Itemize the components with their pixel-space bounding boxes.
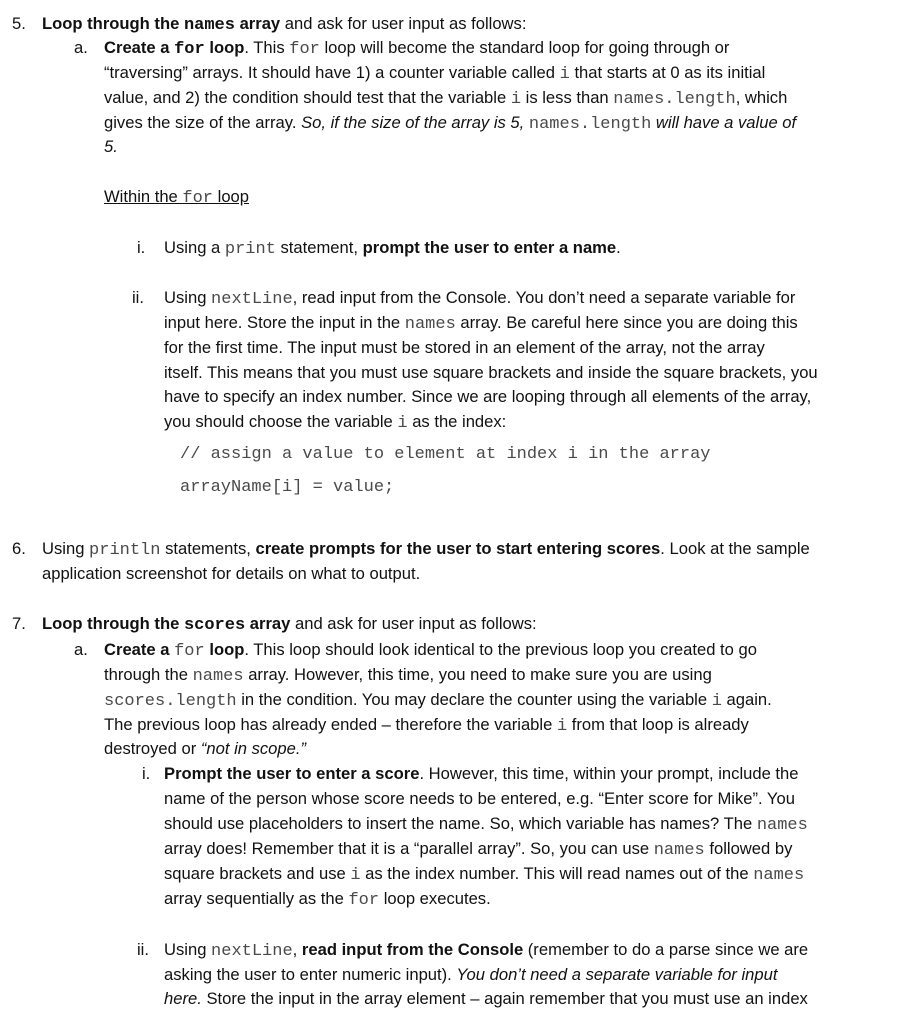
item5ii-line4: itself. This means that you must use square brackets and inside the square brackets, you [164,363,818,382]
item6-line1: Using println statements, create prompts for the user to start entering scores. Look at the sample [42,539,810,560]
item7ii-line1: Using nextLine, read input from the Console (remember to do a parse since we are [164,940,809,961]
item5ii-line3: for the first time. The input must be stored in an element of the array, not the array [164,338,765,357]
item7i-line3: should use placeholders to insert the name. So, which variable has names? The names [164,814,808,835]
item5i-marker: i. [137,238,146,257]
item7a-line4: The previous loop has already ended – therefore the variable i from that loop is already [104,715,749,736]
item7i-line6: array sequentially as the for loop executes. [164,889,491,910]
code-comment-line: // assign a value to element at index i in the array [180,445,711,464]
item6-line2: application screenshot for details on what to output. [42,564,421,583]
item7i-marker: i. [142,764,151,783]
item5ii-marker: ii. [132,288,144,307]
item7ii-marker: ii. [137,940,149,959]
item7-heading: Loop through the scores array and ask for user input as follows: [42,614,537,635]
item5ii-line5: have to specify an index number. Since we are looping through all elements of the array, [164,387,812,406]
item7ii-line3: here. Store the input in the array element – again remember that you must use an index [164,989,808,1008]
item5a-line3: value, and 2) the condition should test that the variable i is less than names.length, which [104,88,788,109]
item7a-line5: destroyed or “not in scope.” [104,739,307,758]
code-assignment-line: arrayName[i] = value; [180,478,395,497]
item5-marker: 5. [12,14,26,33]
item7a-line3: scores.length in the condition. You may declare the counter using the variable i again. [104,690,772,711]
item7i-line4: array does! Remember that it is a “parallel array”. So, you can use names followed by [164,839,793,860]
item5i-line1: Using a print statement, prompt the user to enter a name. [164,238,621,259]
item5a-line5: 5. [104,137,118,156]
item5-heading: Loop through the names array and ask for user input as follows: [42,14,527,35]
item7i-line1: Prompt the user to enter a score. However, this time, within your prompt, include the [164,764,799,783]
item7ii-line2: asking the user to enter numeric input). You don’t need a separate variable for input [164,965,778,984]
item5ii-line6: you should choose the variable i as the index: [164,412,507,433]
item7a-line1: Create a for loop. This loop should look identical to the previous loop you created to go [104,640,757,661]
item7i-line5: square brackets and use i as the index number. This will read names out of the names [164,864,805,885]
within-for-loop-heading: Within the for loop [104,187,249,208]
item6-marker: 6. [12,539,26,558]
item5ii-line2: input here. Store the input in the names array. Be careful here since you are doing this [164,313,798,334]
item5a-line1: Create a for loop. This for loop will become the standard loop for going through or [104,38,730,59]
item5a-line4: gives the size of the array. So, if the size of the array is 5, names.length will have a value of [104,113,797,134]
item7a-line2: through the names array. However, this time, you need to make sure you are using [104,665,712,686]
item5ii-line1: Using nextLine, read input from the Console. You don’t need a separate variable for [164,288,796,309]
item5a-marker: a. [74,38,88,57]
item7a-marker: a. [74,640,88,659]
item5a-line2: “traversing” arrays. It should have 1) a counter variable called i that starts at 0 as its initial [104,63,766,84]
item7-marker: 7. [12,614,26,633]
item7i-line2: name of the person whose score needs to be entered, e.g. “Enter score for Mike”. You [164,789,795,808]
